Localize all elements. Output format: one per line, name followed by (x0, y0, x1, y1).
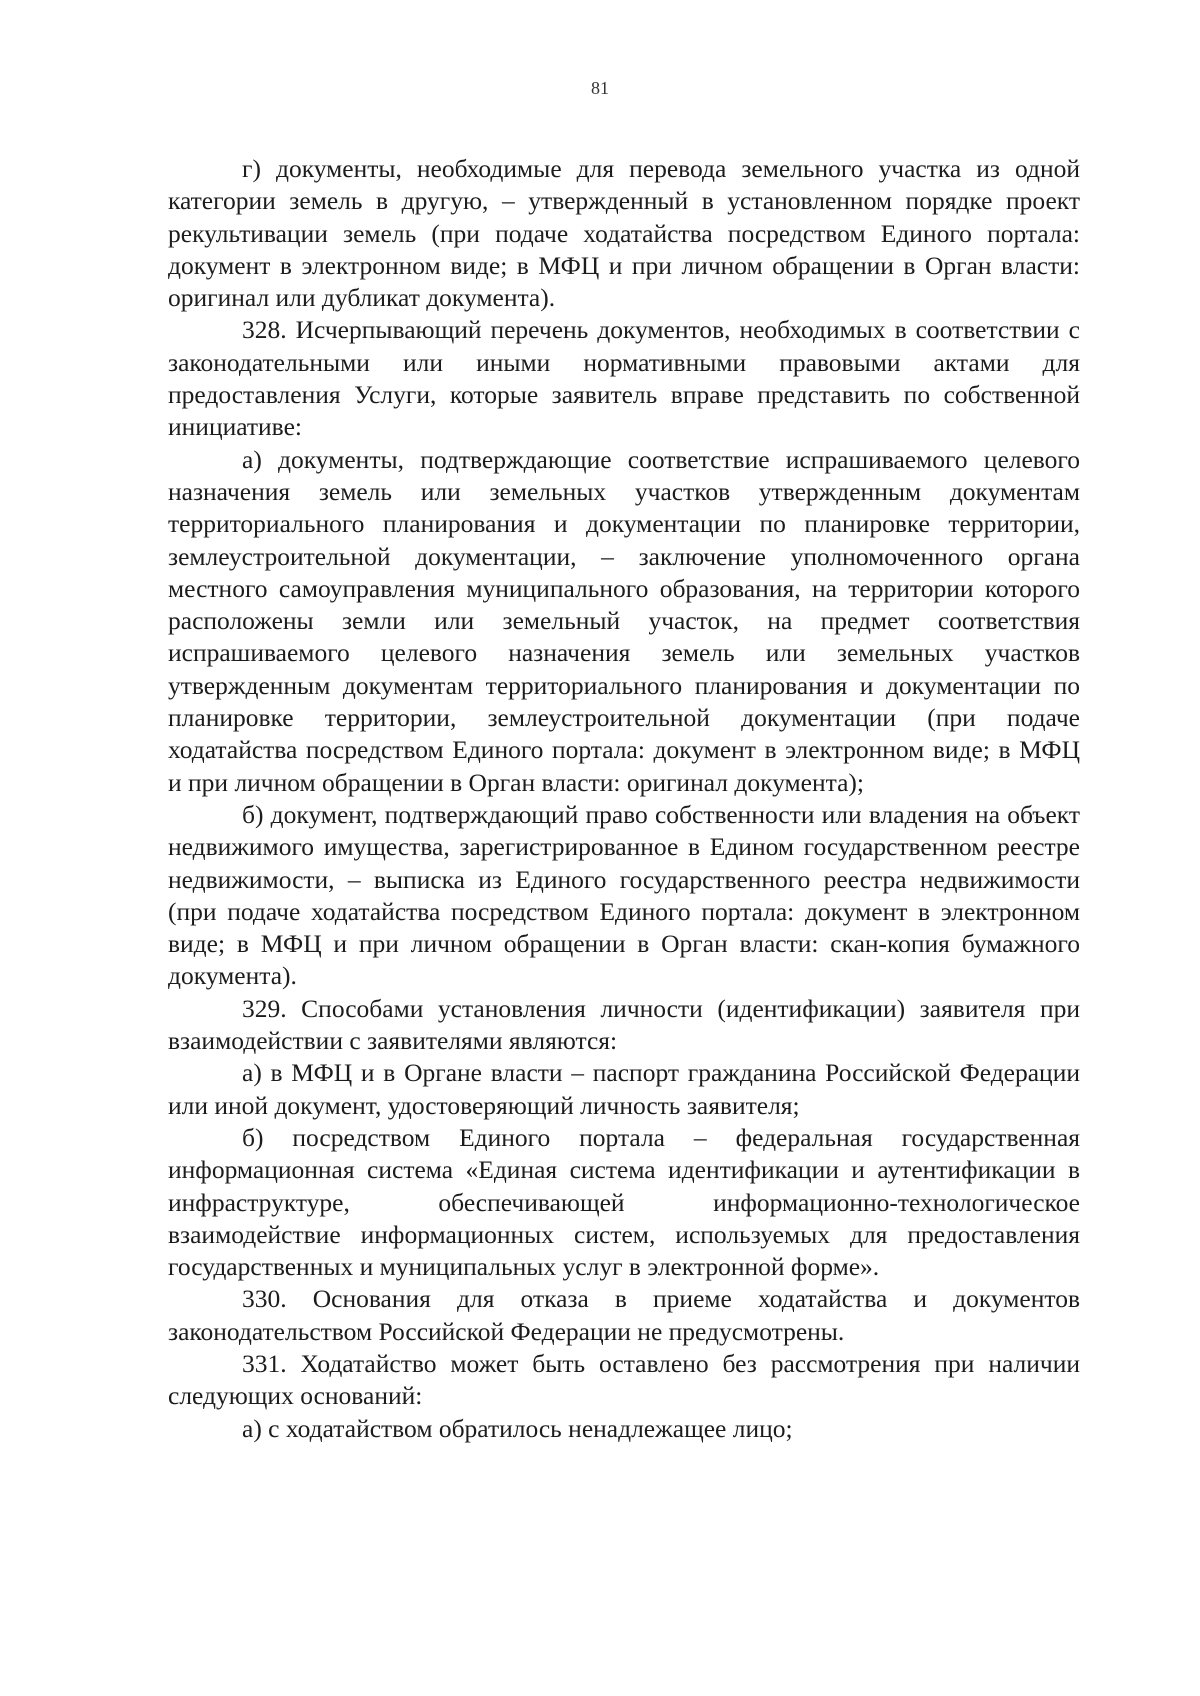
paragraph-329-item-b: б) посредством Единого портала – федеральная государственная информационная система «Единая система идентификации и аутентификации в инфраструктуре, обеспечивающей информационно-технологическое взаимодействие информационных систем, используемых для предоставления государственных и муниципальных услуг в электронной форме». (168, 1122, 1080, 1282)
paragraph-330-refusal-grounds: 330. Основания для отказа в приеме ходатайства и документов законодательством Российской Федерации не предусмотрены. (168, 1284, 1080, 1346)
paragraph-331-item-a: а) с ходатайством обратилось ненадлежащее лицо; (242, 1413, 793, 1443)
paragraph-328-item-b: б) документ, подтверждающий право собственности или владения на объект недвижимого имущества, зарегистрированное в Едином государственном реестре недвижимости, – выписка из Единого государственного реестра недвижимости (при подаче ходатайства посредством Единого портала: документ в электронном виде; в МФЦ и при личном обращении в Орган власти: скан-копия бумажного документа). (168, 799, 1080, 991)
document-body (168, 153, 1080, 1445)
paragraph-329-item-a: а) в МФЦ и в Органе власти – паспорт гражданина Российской Федерации или иной документ, удостоверяющий личность заявителя; (168, 1058, 1080, 1120)
paragraph-item-g-land-category: г) документы, необходимые для перевода земельного участка из одной категории земель в другую, – утвержденный в установленном порядке проект рекультивации земель (при подаче ходатайства посредством Единого портала: документ в электронном виде; в МФЦ и при личном обращении в Орган власти: оригинал или дубликат документа). (168, 154, 1080, 313)
page-number: 81 (591, 78, 609, 98)
paragraph-329-identification: 329. Способами установления личности (идентификации) заявителя при взаимодействии с заявителями являются: (168, 993, 1080, 1056)
paragraph-328-item-a: а) документы, подтверждающие соответствие испрашиваемого целевого назначения земель или земельных участков утвержденным документам территориального планирования и документации по планировке территории, землеустроительной документации, – заключение уполномоченного органа местного самоуправления муниципального образования, на территории которого расположены земли или земельный участок, на предмет соответствия испрашиваемого целевого назначения земель или земельных участков утвержденным документам территориального планирования и документации по планировке территории, землеустроительной документации (при подаче ходатайства посредством Единого портала: документ в электронном виде; в МФЦ и при личном обращении в Орган власти: оригинал документа); (168, 444, 1080, 797)
paragraph-328-documents-list: 328. Исчерпывающий перечень документов, необходимых в соответствии с законодательными или иными нормативными правовыми актами для предоставления Услуги, которые заявитель вправе представить по собственной инициативе: (168, 315, 1080, 442)
paragraph-331-without-consideration: 331. Ходатайство может быть оставлено без рассмотрения при наличии следующих оснований: (168, 1348, 1080, 1411)
